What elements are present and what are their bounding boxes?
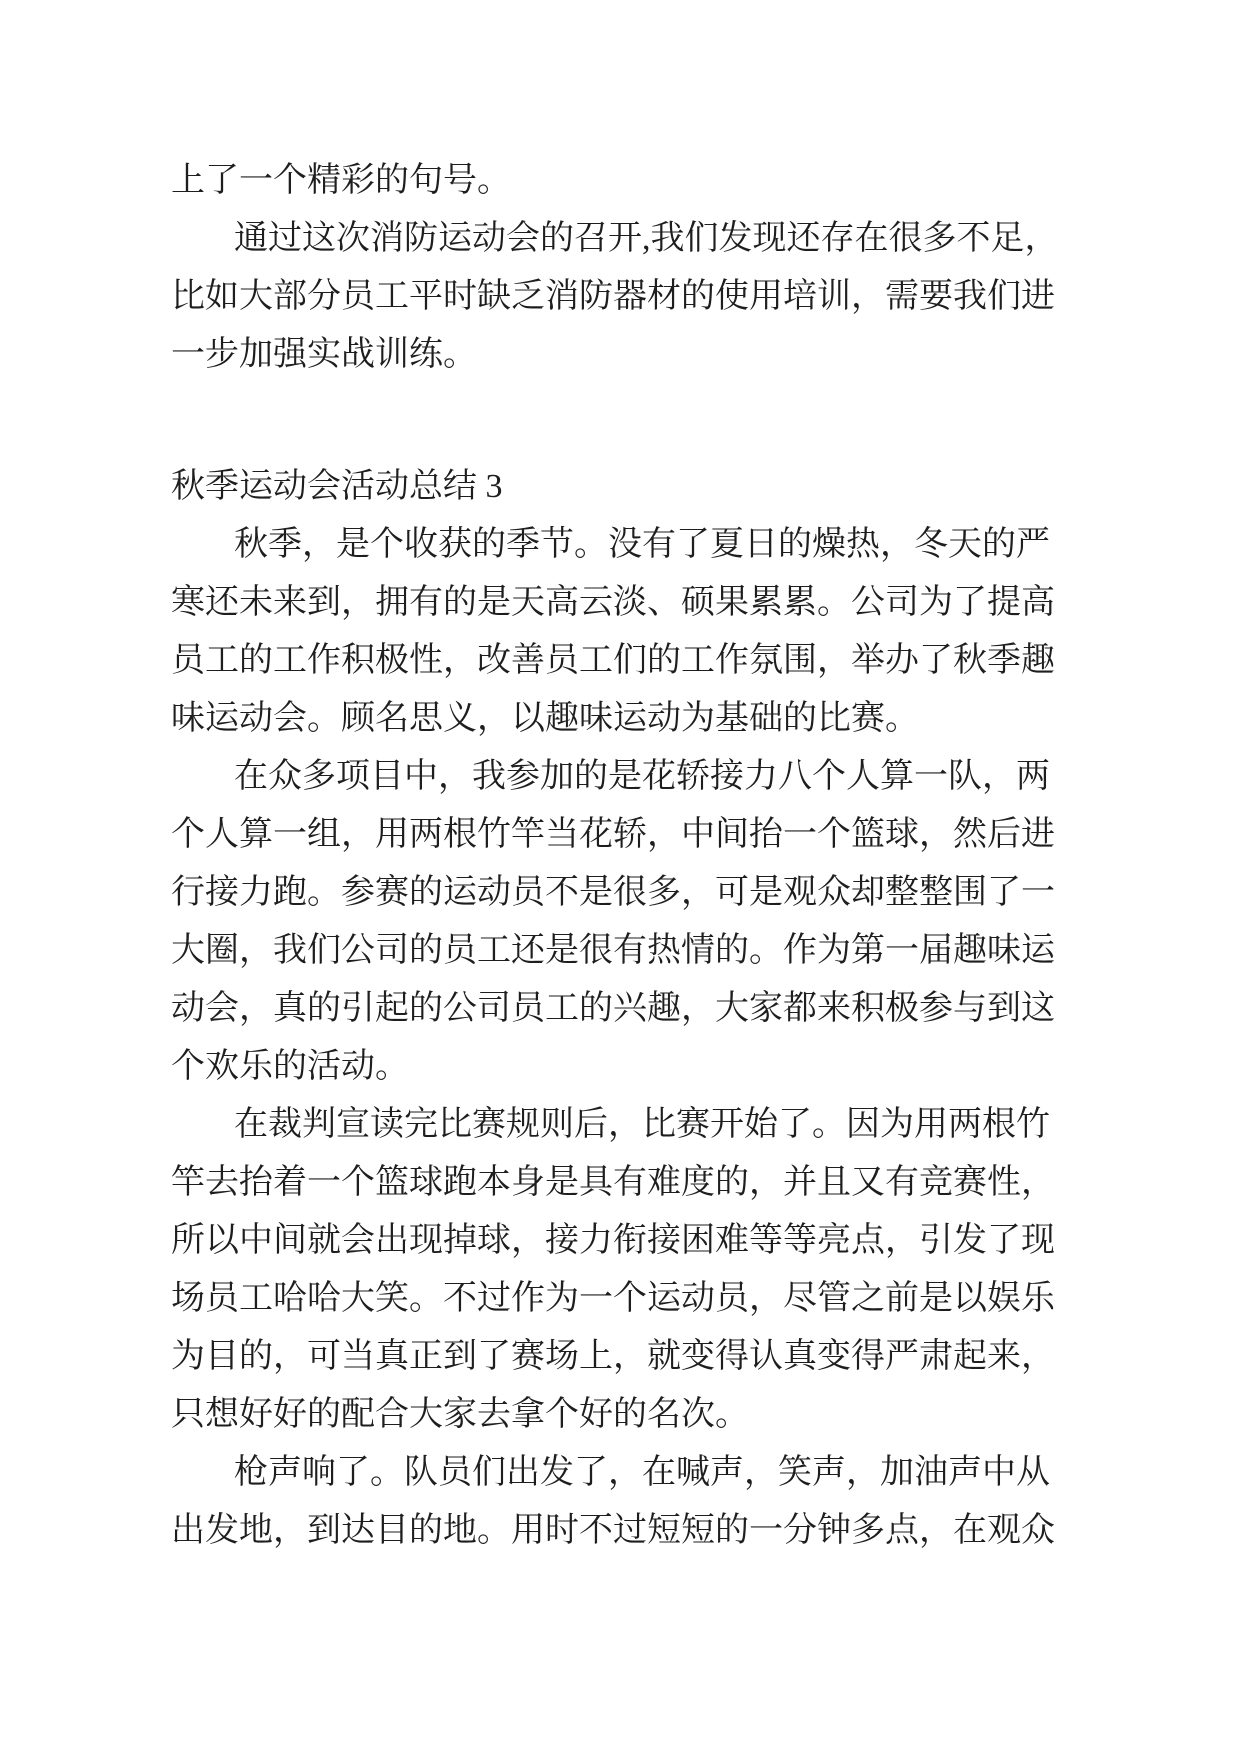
text-line: 所以中间就会出现掉球，接力衔接困难等等亮点，引发了现: [171, 1222, 1055, 1259]
document-body: [171, 152, 1057, 1560]
text-line: 竿去抬着一个篮球跑本身是具有难度的，并且又有竞赛性，: [171, 1164, 1055, 1201]
text-line: 只想好好的配合大家去拿个好的名次。: [171, 1396, 749, 1433]
text-line: 通过这次消防运动会的召开,我们发现还存在很多不足，: [234, 220, 1059, 257]
text-line: 大圈，我们公司的员工还是很有热情的。作为第一届趣味运: [171, 932, 1055, 969]
text-line: 动会，真的引起的公司员工的兴趣，大家都来积极参与到这: [171, 990, 1055, 1027]
text-line: 上了一个精彩的句号。: [171, 162, 511, 199]
text-line: 出发地，到达目的地。用时不过短短的一分钟多点，在观众: [171, 1512, 1055, 1549]
text-line: 行接力跑。参赛的运动员不是很多，可是观众却整整围了一: [171, 874, 1055, 911]
text-line: 一步加强实战训练。: [171, 336, 477, 373]
text-line: 枪声响了。队员们出发了，在喊声，笑声，加油声中从: [234, 1454, 1050, 1491]
text-line: 秋季，是个收获的季节。没有了夏日的燥热，冬天的严: [234, 526, 1050, 563]
section-heading: 秋季运动会活动总结 3: [171, 468, 503, 505]
text-line: 个欢乐的活动。: [171, 1048, 409, 1085]
text-line: 场员工哈哈大笑。不过作为一个运动员，尽管之前是以娱乐: [171, 1280, 1055, 1317]
text-line: 寒还未来到，拥有的是天高云淡、硕果累累。公司为了提高: [171, 584, 1055, 621]
text-line: 在众多项目中，我参加的是花轿接力八个人算一队，两: [234, 758, 1050, 795]
text-line: 个人算一组，用两根竹竿当花轿，中间抬一个篮球，然后进: [171, 816, 1055, 853]
text-line: 为目的，可当真正到了赛场上，就变得认真变得严肃起来，: [171, 1338, 1055, 1375]
text-line: 比如大部分员工平时缺乏消防器材的使用培训，需要我们进: [171, 278, 1055, 315]
text-line: 在裁判宣读完比赛规则后，比赛开始了。因为用两根竹: [234, 1106, 1050, 1143]
text-line: 员工的工作积极性，改善员工们的工作氛围，举办了秋季趣: [171, 642, 1055, 679]
text-line: 味运动会。顾名思义，以趣味运动为基础的比赛。: [171, 700, 919, 737]
